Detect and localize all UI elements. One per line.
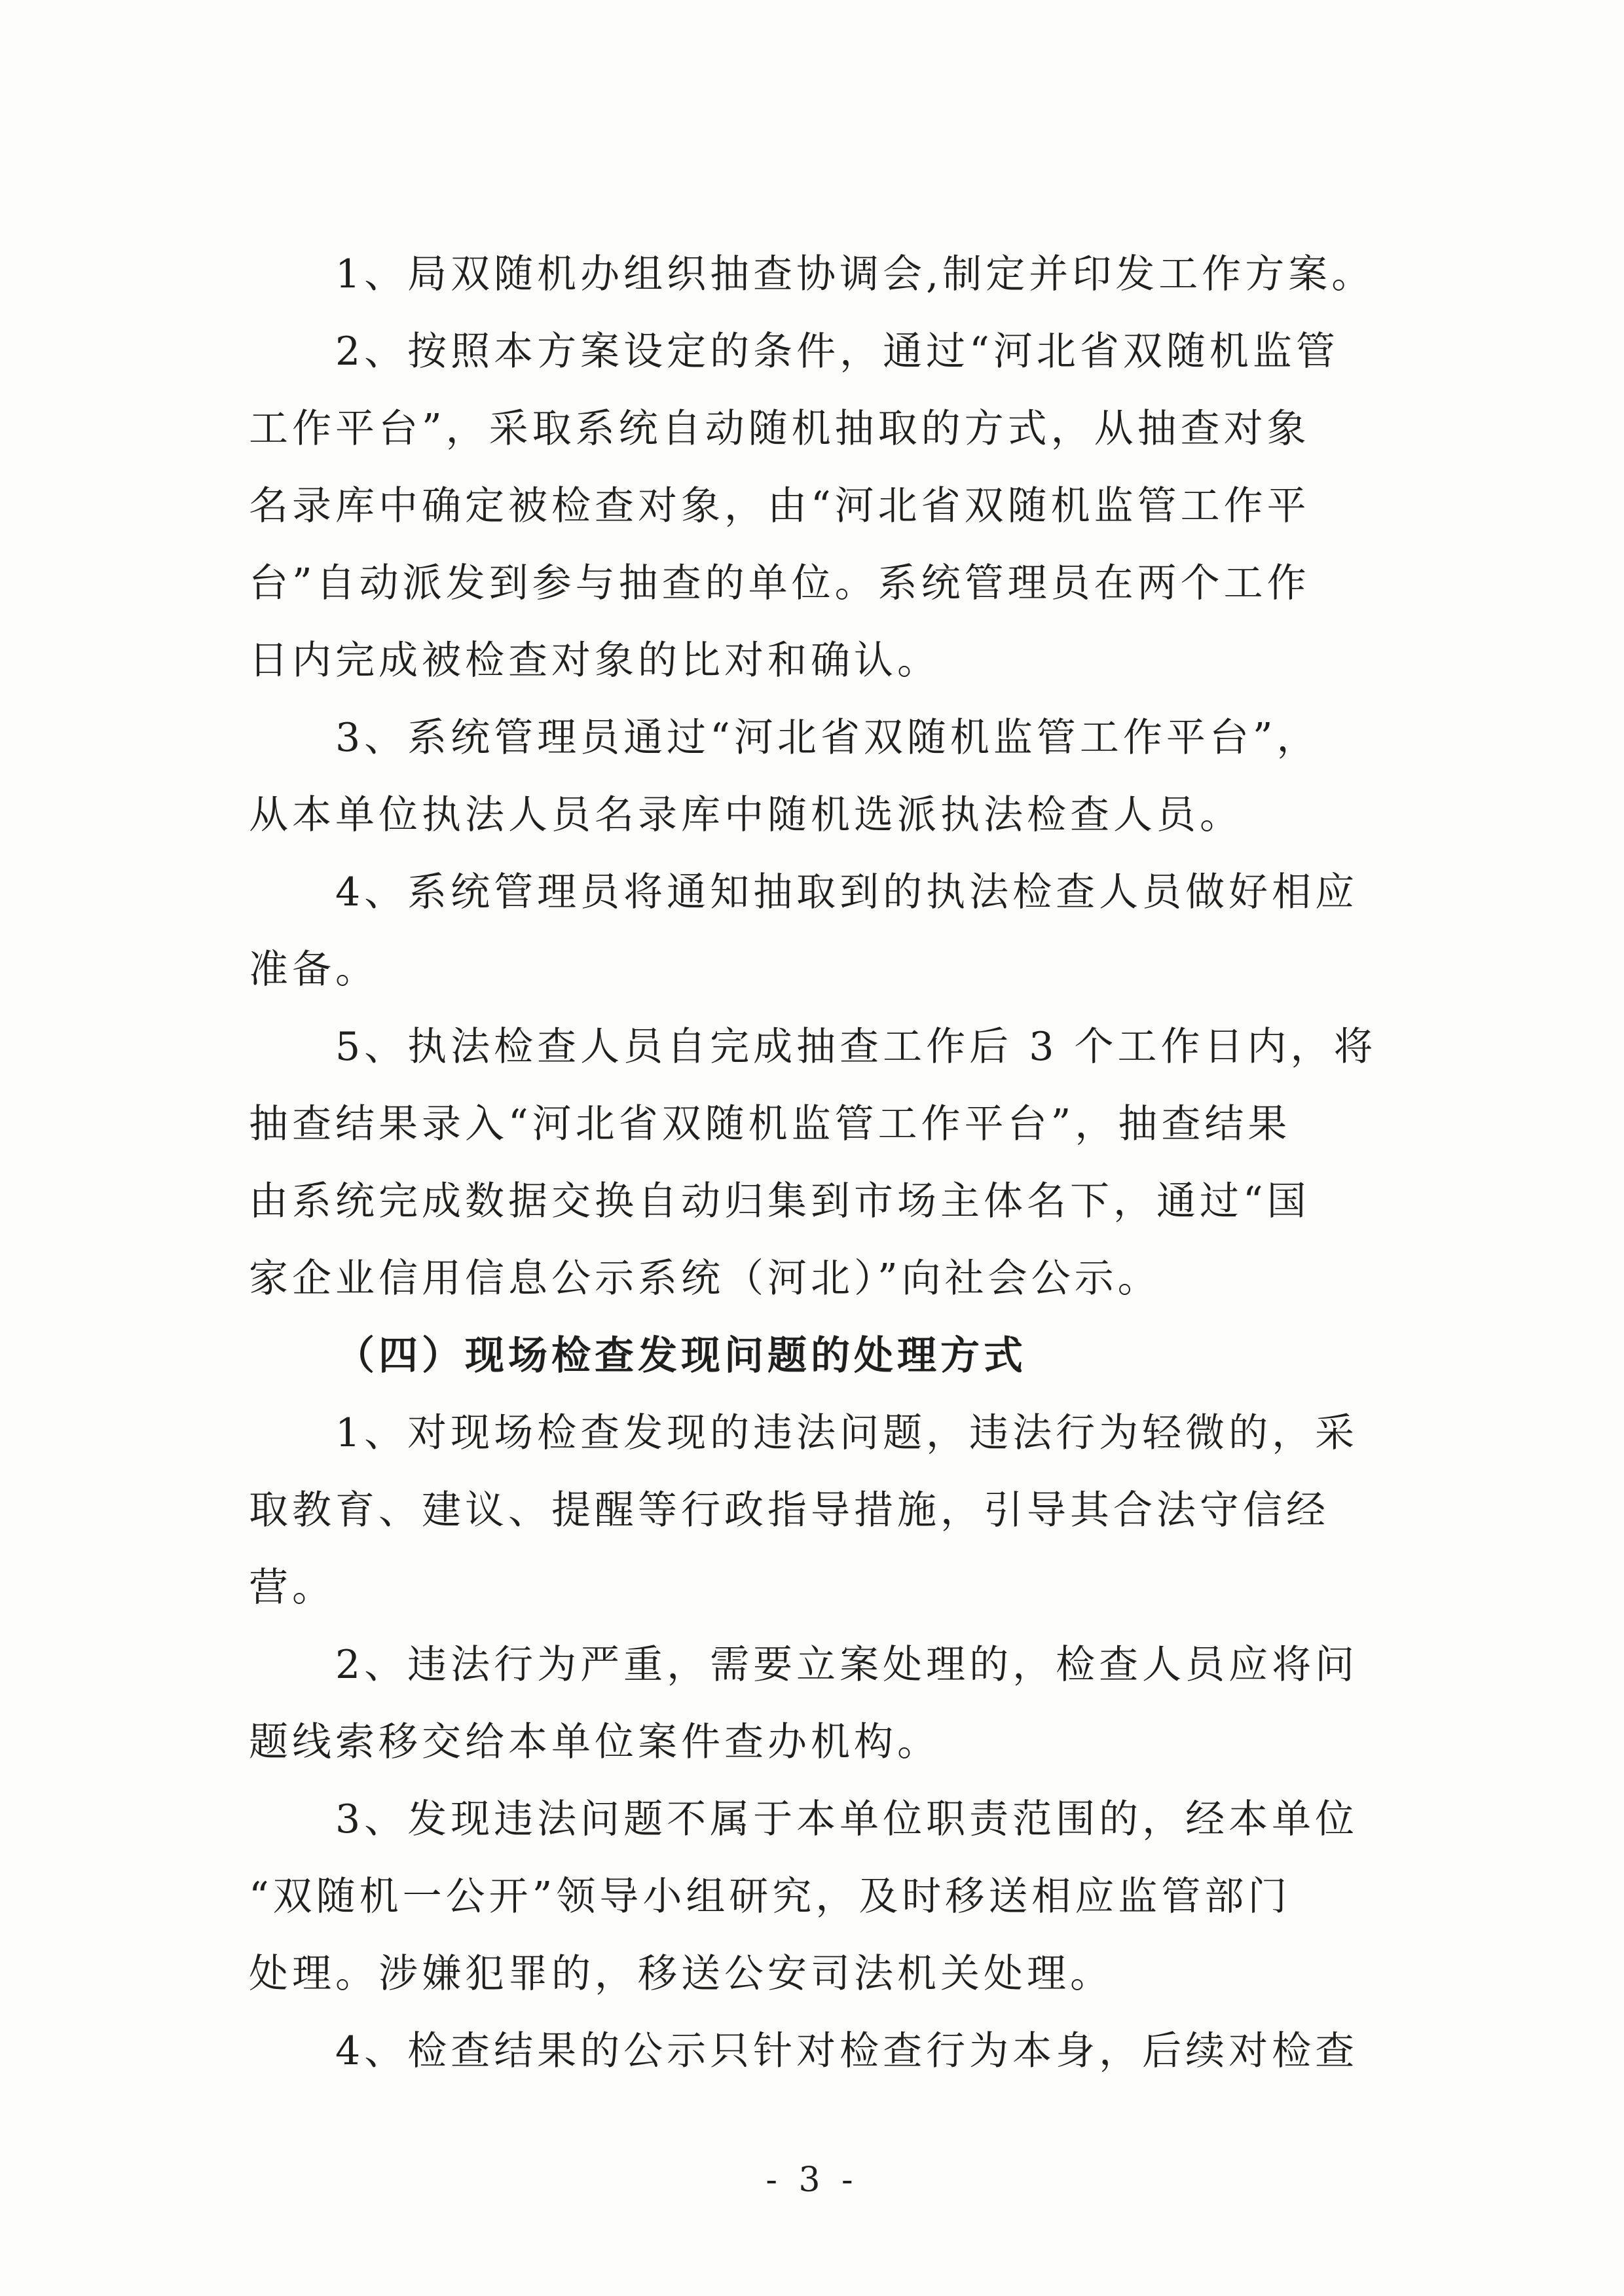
paragraph-line: 从本单位执法人员名录库中随机选派执法检查人员。 xyxy=(249,792,1243,838)
section-heading: （四）现场检查发现问题的处理方式 xyxy=(335,1333,1027,1379)
paragraph-line: 3、系统管理员通过“河北省双随机监管工作平台”， xyxy=(335,715,1320,761)
paragraph-line: 处理。涉嫌犯罪的，移送公安司法机关处理。 xyxy=(249,1951,1113,1997)
paragraph-line: 2、违法行为严重，需要立案处理的，检查人员应将问 xyxy=(335,1642,1359,1688)
paragraph-line: 准备。 xyxy=(249,947,378,993)
paragraph-line: 工作平台”，采取系统自动随机抽取的方式，从抽查对象 xyxy=(249,406,1310,452)
paragraph-line: 5、执法检查人员自完成抽查工作后 3 个工作日内，将 xyxy=(335,1024,1377,1070)
paragraph-line: 日内完成被检查对象的比对和确认。 xyxy=(249,638,940,683)
paragraph-line: 1、对现场检查发现的违法问题，违法行为轻微的，采 xyxy=(335,1410,1359,1456)
paragraph-line: 营。 xyxy=(249,1565,335,1611)
paragraph-line: 取教育、建议、提醒等行政指导措施，引导其合法守信经 xyxy=(249,1487,1329,1533)
paragraph-line: 4、系统管理员将通知抽取到的执法检查人员做好相应 xyxy=(335,869,1359,915)
paragraph-line: 家企业信用信息公示系统（河北）”向社会公示。 xyxy=(249,1256,1161,1302)
paragraph-line: 1、局双随机办组织抽查协调会,制定并印发工作方案。 xyxy=(335,251,1375,297)
paragraph-line: 由系统完成数据交换自动归集到市场主体名下，通过“国 xyxy=(249,1178,1310,1224)
paragraph-line: 抽查结果录入“河北省双随机监管工作平台”，抽查结果 xyxy=(249,1101,1291,1147)
paragraph-line: 3、发现违法问题不属于本单位职责范围的，经本单位 xyxy=(335,1796,1359,1842)
paragraph-line: 名录库中确定被检查对象，由“河北省双随机监管工作平 xyxy=(249,483,1310,529)
document-body xyxy=(249,236,1375,2090)
paragraph-line: 台”自动派发到参与抽查的单位。系统管理员在两个工作 xyxy=(249,560,1310,606)
paragraph-line: 2、按照本方案设定的条件，通过“河北省双随机监管 xyxy=(335,329,1339,374)
paragraph-line: “双随机一公开”领导小组研究，及时移送相应监管部门 xyxy=(249,1874,1291,1920)
page-number: - 3 - xyxy=(766,2160,858,2200)
paragraph-line: 题线索移交给本单位案件查办机构。 xyxy=(249,1719,940,1765)
paragraph-line: 4、检查结果的公示只针对检查行为本身，后续对检查 xyxy=(335,2028,1359,2074)
